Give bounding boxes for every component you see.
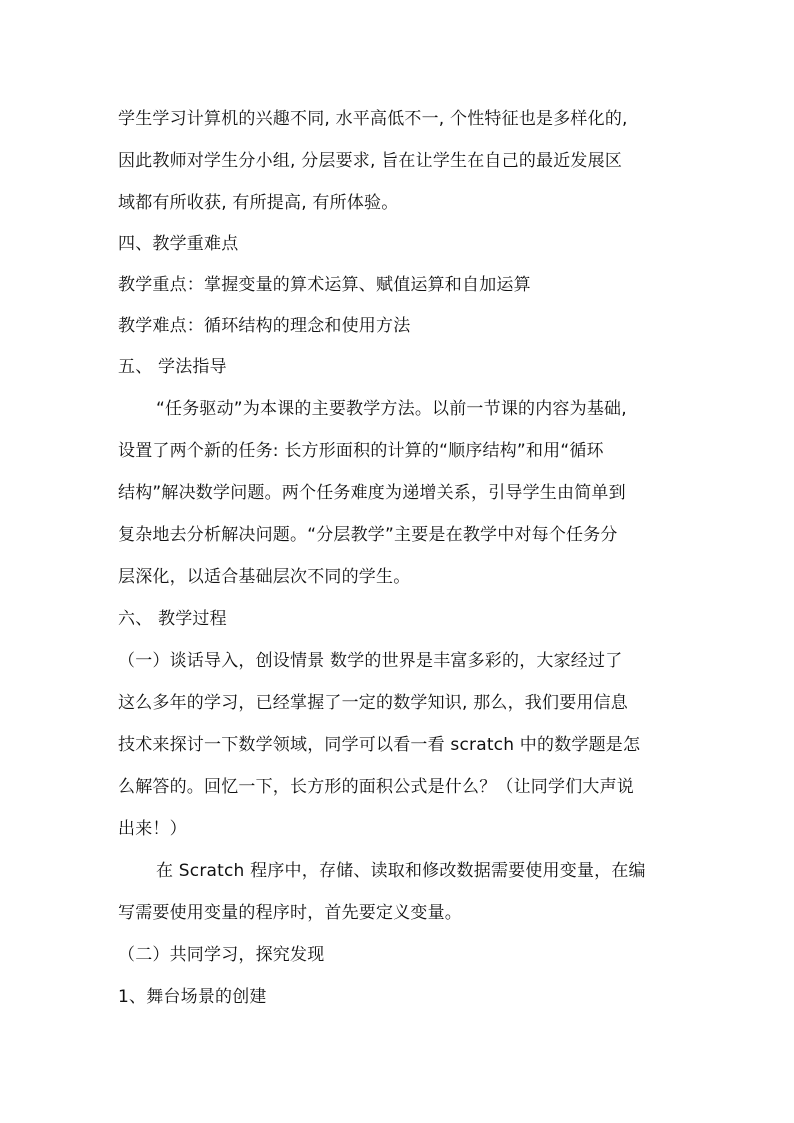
paragraph-line: 这么多年的学习，已经掌握了一定的数学知识, 那么，我们要用信息 (118, 693, 629, 713)
paragraph-line: 学生学习计算机的兴趣不同, 水平高低不一, 个性特征也是多样化的, (118, 109, 628, 129)
paragraph-line: “任务驱动”为本课的主要教学方法。以前一节课的内容为基础, (156, 399, 627, 419)
paragraph-line: 技术来探讨一下数学领域，同学可以看一看 scratch 中的数学题是怎 (118, 735, 641, 755)
paragraph-line: （一）谈话导入，创设情景 数学的世界是丰富多彩的，大家经过了 (118, 651, 623, 671)
section-heading: 1、舞台场景的创建 (118, 987, 267, 1007)
paragraph-line: 复杂地去分析解决问题。“分层教学”主要是在教学中对每个任务分 (118, 525, 618, 545)
section-heading: 四、教学重难点 (118, 234, 239, 254)
section-heading: （二）共同学习，探究发现 (118, 945, 325, 965)
paragraph-line: 教学难点：循环结构的理念和使用方法 (118, 316, 411, 336)
paragraph-line: 在 Scratch 程序中，存储、读取和修改数据需要使用变量，在编 (156, 861, 646, 881)
paragraph-line: 结构”解决数学问题。两个任务难度为递增关系，引导学生由简单到 (118, 483, 626, 503)
paragraph-line: 么解答的。回忆一下，长方形的面积公式是什么？（让同学们大声说 (118, 777, 634, 797)
section-heading: 五、 学法指导 (118, 357, 227, 377)
paragraph-line: 教学重点：掌握变量的算术运算、赋值运算和自加运算 (118, 275, 531, 295)
paragraph-line: 出来！） (118, 819, 187, 839)
paragraph-line: 写需要使用变量的程序时，首先要定义变量。 (118, 903, 462, 923)
paragraph-line: 层深化，以适合基础层次不同的学生。 (118, 567, 411, 587)
paragraph-line: 设置了两个新的任务: 长方形面积的计算的“顺序结构”和用“循环 (118, 441, 604, 461)
section-heading: 六、 教学过程 (118, 609, 227, 629)
paragraph-line: 因此教师对学生分小组, 分层要求, 旨在让学生在自己的最近发展区 (118, 151, 623, 171)
paragraph-line: 域都有所收获, 有所提高, 有所体验。 (118, 193, 399, 213)
